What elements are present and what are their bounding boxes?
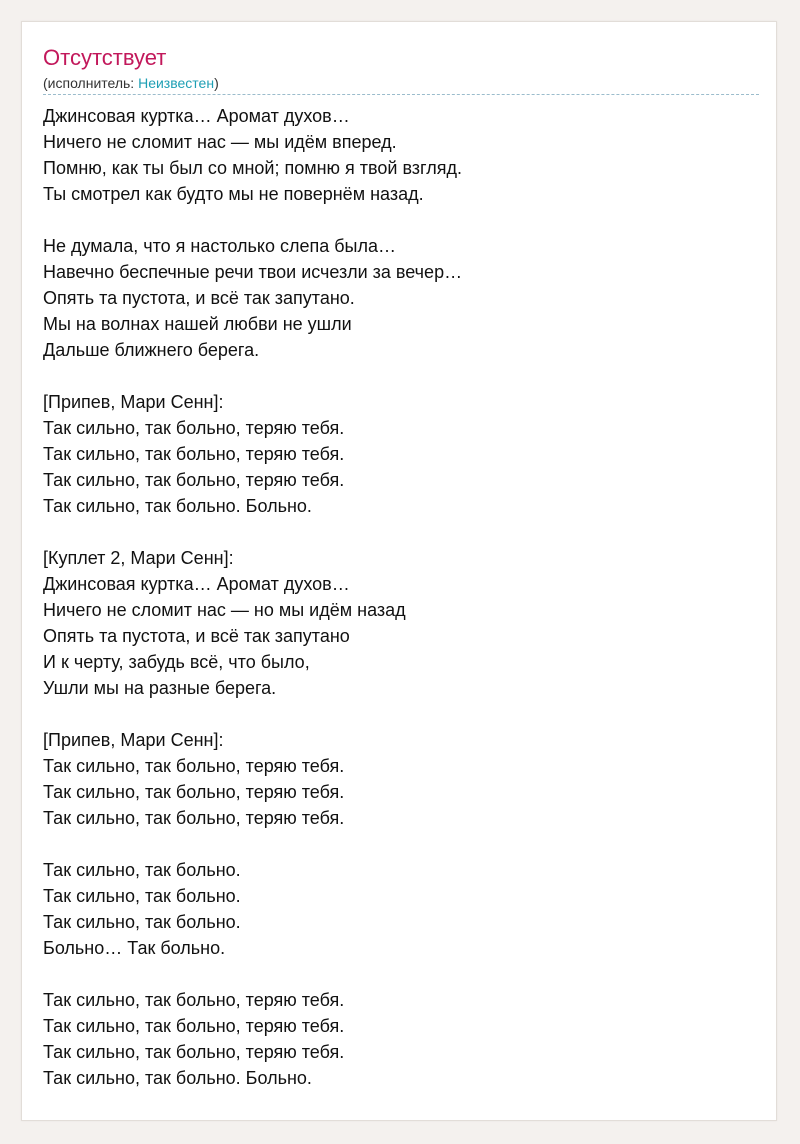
lyrics-text [43,103,759,1091]
lyric-line: Так сильно, так больно, теряю тебя. [43,808,345,828]
stanza-gap [43,831,759,857]
lyric-line: Навечно беспечные речи твои исчезли за вечер… [43,262,463,282]
stanza-gap [43,363,759,389]
lyric-line: Так сильно, так больно, теряю тебя. [43,444,345,464]
lyric-line: Так сильно, так больно, теряю тебя. [43,1042,345,1062]
lyric-line: Так сильно, так больно, теряю тебя. [43,756,345,776]
artist-line [43,74,219,92]
lyric-line: Джинсовая куртка… Аромат духов… [43,106,350,126]
lyric-line: [Припев, Мари Сенн]: [43,392,224,412]
lyric-line: Джинсовая куртка… Аромат духов… [43,574,350,594]
lyric-line: [Куплет 2, Мари Сенн]: [43,548,234,568]
artist-prefix: (исполнитель: [43,75,139,91]
lyric-line: Так сильно, так больно, теряю тебя. [43,782,345,802]
lyric-line: Не думала, что я настолько слепа была… [43,236,397,256]
lyric-line: Дальше ближнего берега. [43,340,260,360]
lyric-line: Мы на волнах нашей любви не ушли [43,314,352,334]
lyric-line: Так сильно, так больно. Больно. [43,1068,312,1088]
lyric-line: Так сильно, так больно. [43,860,241,880]
lyric-line: Так сильно, так больно, теряю тебя. [43,418,345,438]
lyric-line: Помню, как ты был со мной; помню я твой взгляд. [43,158,462,178]
lyric-line: Ничего не сломит нас — мы идём вперед. [43,132,397,152]
lyric-line: Так сильно, так больно, теряю тебя. [43,470,345,490]
lyric-line: Ты смотрел как будто мы не повернём назад. [43,184,424,204]
lyric-line: Опять та пустота, и всё так запутано. [43,288,355,308]
artist-link[interactable]: Неизвестен [138,75,215,91]
lyric-line: Так сильно, так больно. Больно. [43,496,312,516]
lyric-line: Больно… Так больно. [43,938,226,958]
lyric-line: Так сильно, так больно. [43,886,241,906]
stanza-gap [43,519,759,545]
lyric-line: Ушли мы на разные берега. [43,678,277,698]
lyric-line: Ничего не сломит нас — но мы идём назад [43,600,406,620]
lyric-line: Опять та пустота, и всё так запутано [43,626,350,646]
lyric-line: Так сильно, так больно, теряю тебя. [43,990,345,1010]
lyric-line: [Припев, Мари Сенн]: [43,730,224,750]
lyrics-card [21,21,777,1121]
stanza-gap [43,207,759,233]
stanza-gap [43,701,759,727]
lyric-line: Так сильно, так больно. [43,912,241,932]
song-header [43,42,759,95]
artist-suffix: ) [214,75,219,91]
song-title: Отсутствует [43,45,167,70]
lyric-line: И к черту, забудь всё, что было, [43,652,310,672]
lyric-line: Так сильно, так больно, теряю тебя. [43,1016,345,1036]
stanza-gap [43,961,759,987]
